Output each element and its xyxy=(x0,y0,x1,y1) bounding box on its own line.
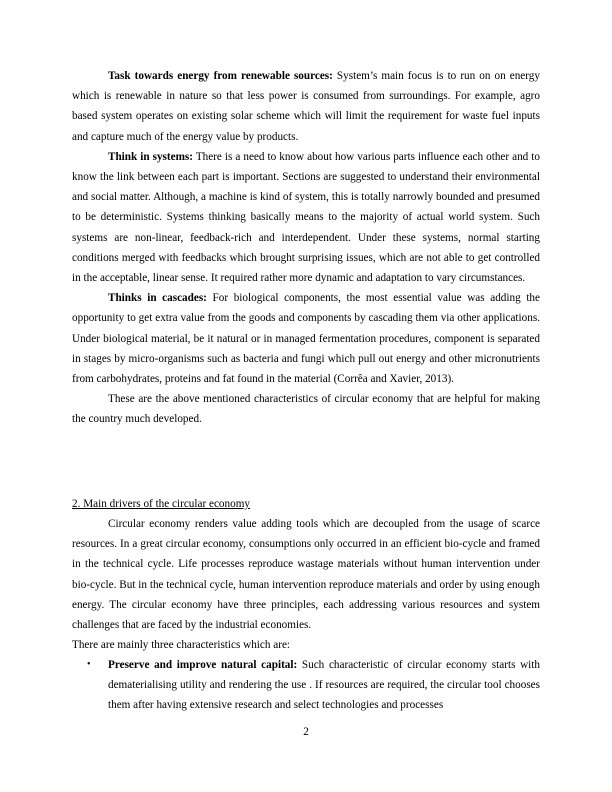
paragraph-summary xyxy=(72,389,540,429)
page-number: 2 xyxy=(303,726,309,738)
bullet-item-natural-capital xyxy=(87,655,540,716)
paragraph-body: These are the above mentioned characteristics of circular economy that are helpful for making the country much developed. xyxy=(72,393,540,426)
bullet-icon: • xyxy=(87,659,91,670)
bullet-list xyxy=(87,655,540,716)
paragraph-thinks-in-cascades xyxy=(72,288,540,389)
drivers-section xyxy=(72,514,540,655)
paragraph-body: There is a need to know about how various parts influence each other and to know the link between each part is important. Sections are suggested to understand their environmental and social matter. Although, a machine is kind of system, this is totally narrowly bounded and presumed to be deterministic. Systems thinking basically means to the majority of actual world system. Such systems are non-linear, feedback-rich and interdependent. Under these systems, normal starting conditions merged with feedbacks which brought surprising issues, which are not able to get controlled in the acceptable, linear sense. It required rather more dynamic and adaptation to vary circumstances. xyxy=(72,150,540,285)
bullet-body: Such characteristic of circular economy starts with dematerialising utility and rendering the use . If resources are required, the circular tool chooses them after having extensive research and select technologies and processes xyxy=(108,659,540,712)
paragraph-title: Think in systems: xyxy=(108,150,193,163)
section-heading: 2. Main drivers of the circular economy xyxy=(72,498,251,510)
paragraph-body: System’s main focus is to run on on energy which is renewable in nature so that less power is consumed from surroundings. For example, agro based system operates on existing solar scheme which will limit the requirement for waste fuel inputs and capture much of the energy value by products. xyxy=(72,70,540,143)
bullet-title: Preserve and improve natural capital: xyxy=(108,659,298,671)
paragraph-think-in-systems xyxy=(72,147,540,288)
paragraph-drivers: Circular economy renders value adding tools which are decoupled from the usage of scarce resources. In a great circular economy, consumptions only occurred in an efficient bio-cycle and framed in the technical cycle. Life processes reproduce wastage materials without human intervention under bio-cycle. But in the technical cycle, human intervention reproduce materials and order by using enough energy. The circular economy have three principles, each addressing various resources and system challenges that are faced by the industrial economies. xyxy=(72,518,540,632)
paragraph-renewable-energy xyxy=(72,66,540,147)
paragraph-title: Thinks in cascades: xyxy=(108,292,207,305)
paragraph-body: For biological components, the most essential value was adding the opportunity to get extra value from the goods and components by cascading them via other applications. Under biological material, be it natural or in managed fermentation procedures, component is separated in stages by micro-organisms such as bacteria and fungi which pull out energy and other micronutrients from carbohydrates, proteins and fat found in the material (Corrêa and Xavier, 2013). xyxy=(72,292,540,386)
characteristics-section xyxy=(72,66,540,430)
paragraph-title: Task towards energy from renewable sources: xyxy=(108,70,333,82)
paragraph-lead: There are mainly three characteristics which are: xyxy=(72,639,291,652)
